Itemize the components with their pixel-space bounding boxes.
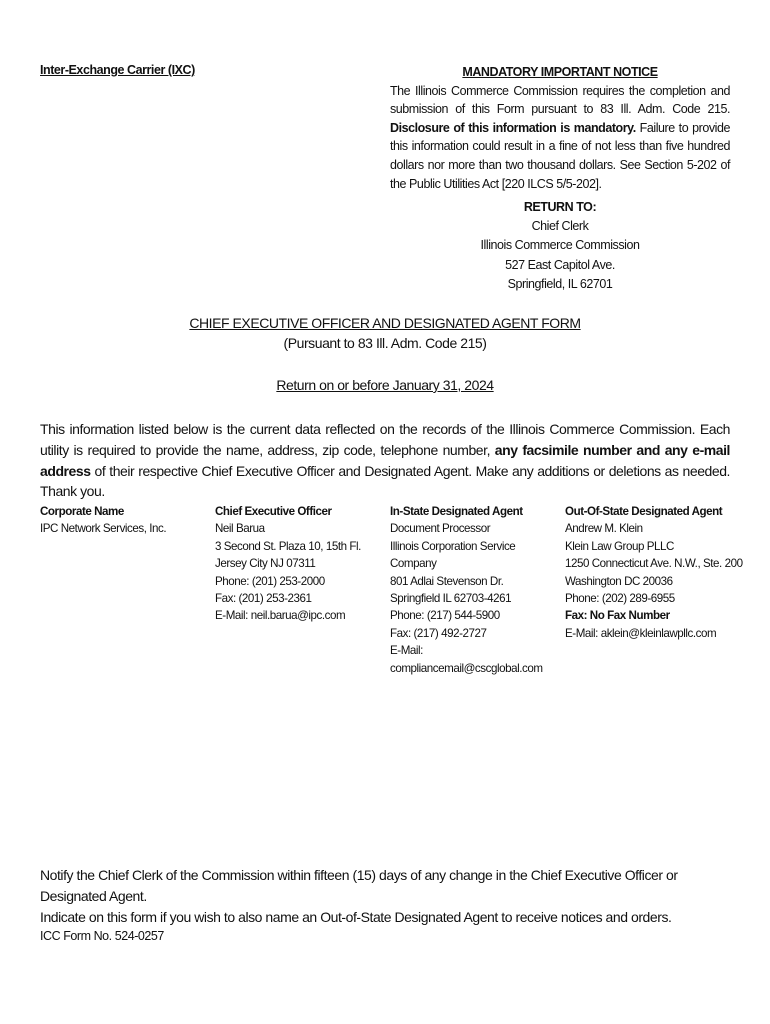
column-line: Fax: (217) 492-2727 xyxy=(390,626,487,640)
in-state-agent-column xyxy=(390,503,562,677)
column-line: Andrew M. Klein xyxy=(565,522,643,536)
column-line: Phone: (202) 289-6955 xyxy=(565,592,675,606)
notify-line: Indicate on this form if you wish to also name an Out-of-State Designated Agent to receive notices and orders. xyxy=(40,909,672,925)
notice-body-start: The Illinois Commerce Commission requires the completion and submission of this Form pursuant to 83 Ill. Adm. Code 215. xyxy=(390,83,730,117)
notice-title: MANDATORY IMPORTANT NOTICE xyxy=(462,65,658,79)
column-line: Fax: (201) 253-2361 xyxy=(215,592,312,606)
return-line: Chief Clerk xyxy=(531,219,589,234)
column-line: E-Mail: compliancemail@cscglobal.com xyxy=(390,644,543,675)
form-title: CHIEF EXECUTIVE OFFICER AND DESIGNATED AGENT FORM xyxy=(189,315,581,331)
column-line: Fax: No Fax Number xyxy=(565,609,670,623)
form-subtitle: (Pursuant to 83 Ill. Adm. Code 215) xyxy=(283,335,487,351)
form-heading xyxy=(0,313,770,353)
column-line: Klein Law Group PLLC xyxy=(565,539,674,553)
column-line: Neil Barua xyxy=(215,522,265,536)
column-header: Chief Executive Officer xyxy=(215,505,332,518)
column-line: E-Mail: neil.barua@ipc.com xyxy=(215,609,346,623)
column-header: Out-Of-State Designated Agent xyxy=(565,505,723,518)
column-line: Illinois Corporation Service Company xyxy=(390,539,516,571)
form-number: ICC Form No. 524-0257 xyxy=(40,929,164,943)
ceo-column xyxy=(215,503,387,625)
return-to-title: RETURN TO: xyxy=(523,200,597,214)
column-line: 1250 Connecticut Ave. N.W., Ste. 200 xyxy=(565,557,743,571)
notify-line: Notify the Chief Clerk of the Commission within fifteen (15) days of any change in the Chief Executive Officer or Designated Agent. xyxy=(40,867,678,904)
notice-body-end: Failure to provide this information could result in a fine of not less than five hundred dollars nor more than two thousand dollars. See Section 5-202 of the Public Utilities Act [220 ILCS 5/5-202]. xyxy=(390,120,730,191)
intro-bold: any facsimile number and any e-mail address xyxy=(40,441,731,479)
intro-end: of their respective Chief Executive Officer and Designated Agent. Make any additions or deletions as needed. Thank you. xyxy=(40,462,730,500)
carrier-type-label: Inter-Exchange Carrier (IXC) xyxy=(40,63,195,77)
return-line: 527 East Capitol Ave. xyxy=(505,257,615,272)
column-line: Document Processor xyxy=(390,522,491,536)
mandatory-notice xyxy=(390,63,730,193)
due-date: Return on or before January 31, 2024 xyxy=(276,377,494,393)
column-line: Jersey City NJ 07311 xyxy=(215,557,316,571)
column-line: Springfield IL 62703-4261 xyxy=(390,592,512,606)
intro-paragraph xyxy=(40,419,730,502)
notify-instructions xyxy=(40,865,740,928)
column-line: 3 Second St. Plaza 10, 15th Fl. xyxy=(215,539,361,553)
corporate-name-column xyxy=(40,503,212,538)
column-line: Washington DC 20036 xyxy=(565,574,673,588)
column-line: E-Mail: aklein@kleinlawpllc.com xyxy=(565,626,717,640)
return-to-address xyxy=(390,198,730,294)
column-line: Phone: (217) 544-5900 xyxy=(390,609,500,623)
notice-body-bold: Disclosure of this information is mandatory. xyxy=(390,120,636,135)
column-header: Corporate Name xyxy=(40,505,124,518)
notice-body xyxy=(390,82,730,194)
return-line: Springfield, IL 62701 xyxy=(507,276,613,291)
out-of-state-agent-column xyxy=(565,503,745,642)
column-line: 801 Adlai Stevenson Dr. xyxy=(390,574,504,588)
return-line: Illinois Commerce Commission xyxy=(480,238,640,253)
intro-start: This information listed below is the current data reflected on the records of the Illinois Commerce Commission. Each utility is required to provide the name, address, zip code, telephone number, xyxy=(40,421,730,458)
column-line: IPC Network Services, Inc. xyxy=(40,522,167,536)
column-line: Phone: (201) 253-2000 xyxy=(215,574,325,588)
column-header: In-State Designated Agent xyxy=(390,505,523,518)
